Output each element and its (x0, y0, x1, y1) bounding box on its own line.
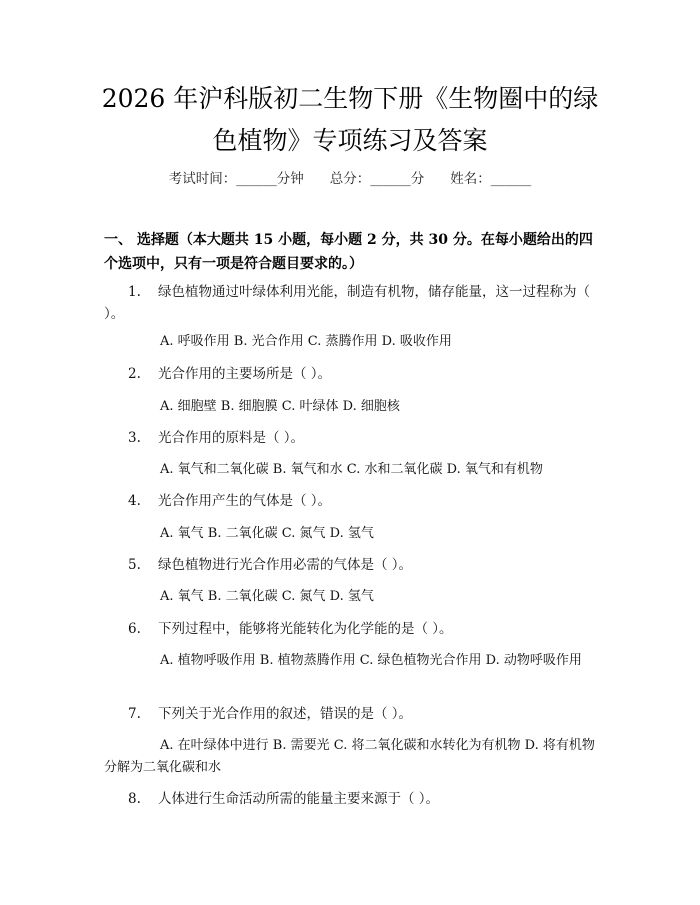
question-4-options: A. 氧气 B. 二氧化碳 C. 氮气 D. 氢气 (160, 526, 374, 541)
title-line-1: 2026 年沪科版初二生物下册《生物圈中的绿 (101, 84, 599, 113)
question-number: 5. (128, 557, 141, 573)
question-stem: 下列关于光合作用的叙述，错误的是（ ）。 (158, 706, 413, 722)
question-stem: 人体进行生命活动所需的能量主要来源于（ ）。 (158, 791, 440, 807)
question-7-options: A. 在叶绿体中进行 B. 需要光 C. 将二氧化碳和水转化为有机物 D. 将有机物分解为二氧化碳和水 (104, 738, 595, 775)
section-heading: 一、 选择题（本大题共 15 小题，每小题 2 分，共 30 分。在每小题给出的四个选项中，只有一项是符合题目要求的。） (104, 232, 593, 272)
question-stem: 绿色植物进行光合作用必需的气体是（ ）。 (158, 557, 413, 573)
title-line-2: 色植物》专项练习及答案 (212, 126, 488, 155)
total-score-field: 总分：______分 (329, 171, 425, 187)
question-1-options: A. 呼吸作用 B. 光合作用 C. 蒸腾作用 D. 吸收作用 (160, 334, 452, 349)
question-number: 1. (128, 284, 141, 300)
question-stem: 下列过程中，能够将光能转化为化学能的是（ ）。 (158, 621, 453, 637)
question-5 (104, 554, 600, 576)
document-title (90, 78, 610, 162)
question-stem: 光合作用产生的气体是（ ）。 (158, 493, 332, 509)
question-2-options: A. 细胞壁 B. 细胞膜 C. 叶绿体 D. 细胞核 (160, 399, 400, 414)
question-2 (104, 363, 600, 385)
question-stem: 绿色植物通过叶绿体利用光能，制造有机物，储存能量，这一过程称为（ ）。 (104, 284, 590, 322)
question-8 (104, 788, 600, 810)
question-6-options: A. 植物呼吸作用 B. 植物蒸腾作用 C. 绿色植物光合作用 D. 动物呼吸作用 (160, 653, 582, 668)
question-stem: 光合作用的原料是（ ）。 (158, 430, 305, 446)
question-5-options: A. 氧气 B. 二氧化碳 C. 氮气 D. 氢气 (160, 589, 374, 604)
question-3-options: A. 氧气和二氧化碳 B. 氧气和水 C. 水和二氧化碳 D. 氧气和有机物 (160, 462, 543, 477)
question-number: 2. (128, 366, 141, 382)
question-1 (104, 281, 600, 325)
question-number: 8. (128, 791, 141, 807)
question-3 (104, 427, 600, 449)
question-6 (104, 618, 600, 640)
question-number: 6. (128, 621, 141, 637)
question-number: 7. (128, 706, 141, 722)
exam-info-line (0, 167, 700, 187)
student-name-field: 姓名：______ (450, 171, 532, 187)
question-7 (104, 703, 600, 725)
question-number: 4. (128, 493, 141, 509)
question-stem: 光合作用的主要场所是（ ）。 (158, 366, 332, 382)
question-4 (104, 490, 600, 512)
question-number: 3. (128, 430, 141, 446)
exam-time-field: 考试时间：______分钟 (168, 171, 304, 187)
